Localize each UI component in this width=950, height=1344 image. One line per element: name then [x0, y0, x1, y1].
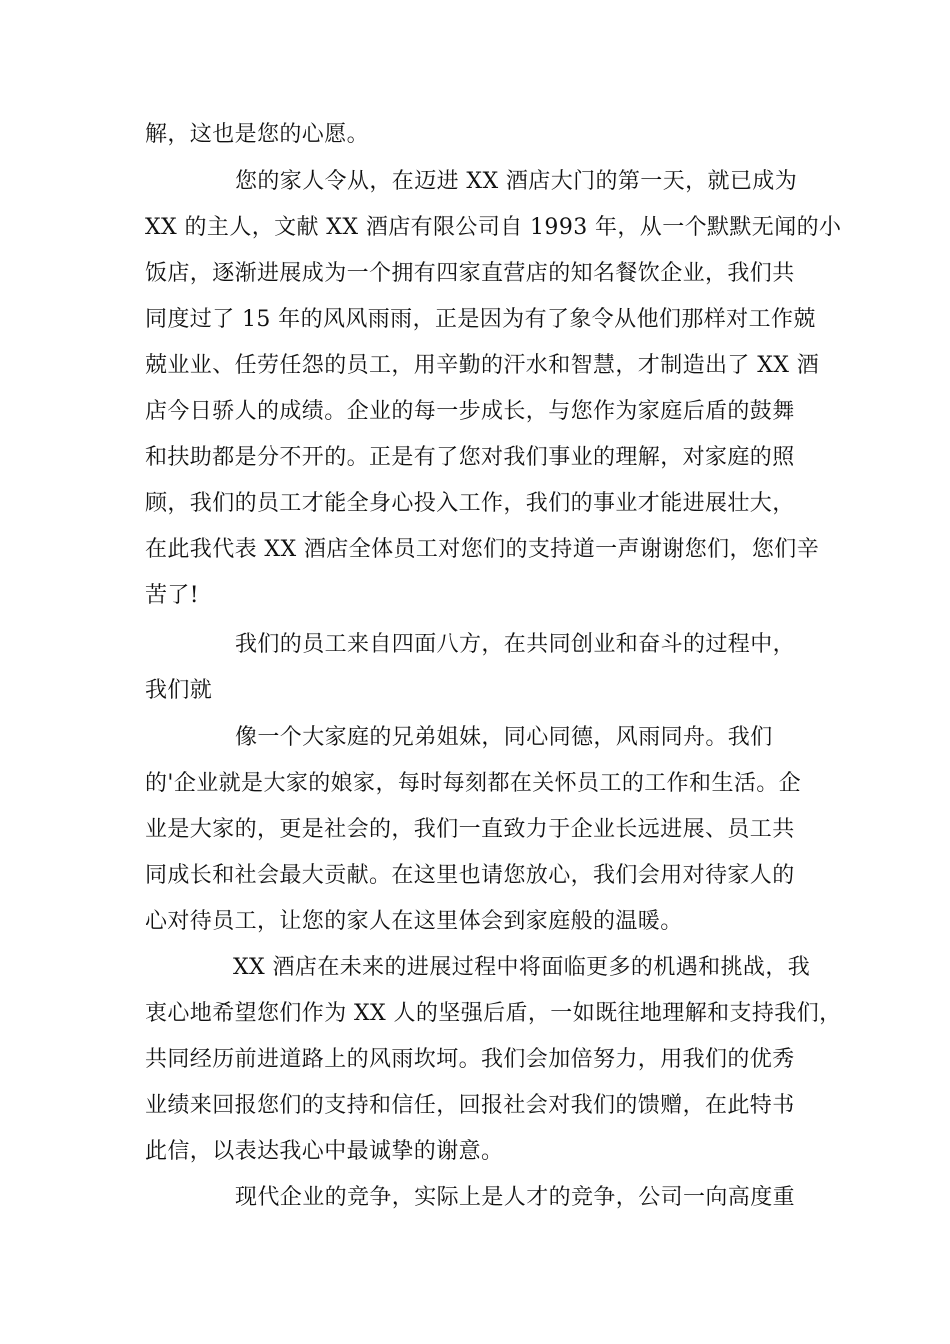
text-line: 兢业业、任劳任怨的员工，用辛勤的汗水和智慧，才制造出了 XX 酒 — [145, 353, 820, 378]
text-line: 此信，以表达我心中最诚挚的谢意。 — [145, 1139, 504, 1164]
text-line: 在此我代表 XX 酒店全体员工对您们的支持道一声谢谢您们，您们辛 — [145, 537, 820, 562]
text-line: 心对待员工，让您的家人在这里体会到家庭般的温暖。 — [145, 909, 683, 934]
text-line: 衷心地希望您们作为 XX 人的坚强后盾，一如既往地理解和支持我们， — [145, 1001, 842, 1026]
text-line: 业是大家的，更是社会的，我们一直致力于企业长远进展、员工共 — [145, 817, 795, 842]
text-line: 解，这也是您的心愿。 — [145, 122, 370, 147]
text-line: 现代企业的竞争，实际上是人才的竞争，公司一向高度重 — [235, 1185, 796, 1210]
text-line: XX 酒店在未来的进展过程中将面临更多的机遇和挑战，我 — [233, 955, 811, 980]
text-line: 您的家人令从，在迈进 XX 酒店大门的第一天，就已成为 — [235, 169, 798, 194]
text-line: 我们的员工来自四面八方，在共同创业和奋斗的过程中， — [235, 632, 796, 657]
text-line: 苦了! — [145, 583, 200, 608]
text-line: 像一个大家庭的兄弟姐妹，同心同德，风雨同舟。我们 — [235, 725, 773, 750]
text-line: 同成长和社会最大贡献。在这里也请您放心，我们会用对待家人的 — [145, 863, 795, 888]
text-line: 的'企业就是大家的娘家，每时每刻都在关怀员工的工作和生活。企 — [145, 771, 802, 796]
text-line: 业绩来回报您们的支持和信任，回报社会对我们的馈赠，在此特书 — [145, 1093, 795, 1118]
text-line: 和扶助都是分不开的。正是有了您对我们事业的理解，对家庭的照 — [145, 445, 795, 470]
text-line: 饭店，逐渐进展成为一个拥有四家直营店的知名餐饮企业，我们共 — [145, 261, 795, 286]
text-line: XX 的主人，文献 XX 酒店有限公司自 1993 年，从一个默默无闻的小 — [145, 215, 842, 240]
text-line: 顾，我们的员工才能全身心投入工作，我们的事业才能进展壮大， — [145, 491, 795, 516]
text-line: 同度过了 15 年的风风雨雨，正是因为有了象令从他们那样对工作兢 — [145, 307, 816, 332]
text-line: 我们就 — [145, 678, 213, 703]
text-line: 共同经历前进道路上的风雨坎坷。我们会加倍努力，用我们的优秀 — [145, 1047, 795, 1072]
text-line: 店今日骄人的成绩。企业的每一步成长，与您作为家庭后盾的鼓舞 — [145, 399, 795, 424]
